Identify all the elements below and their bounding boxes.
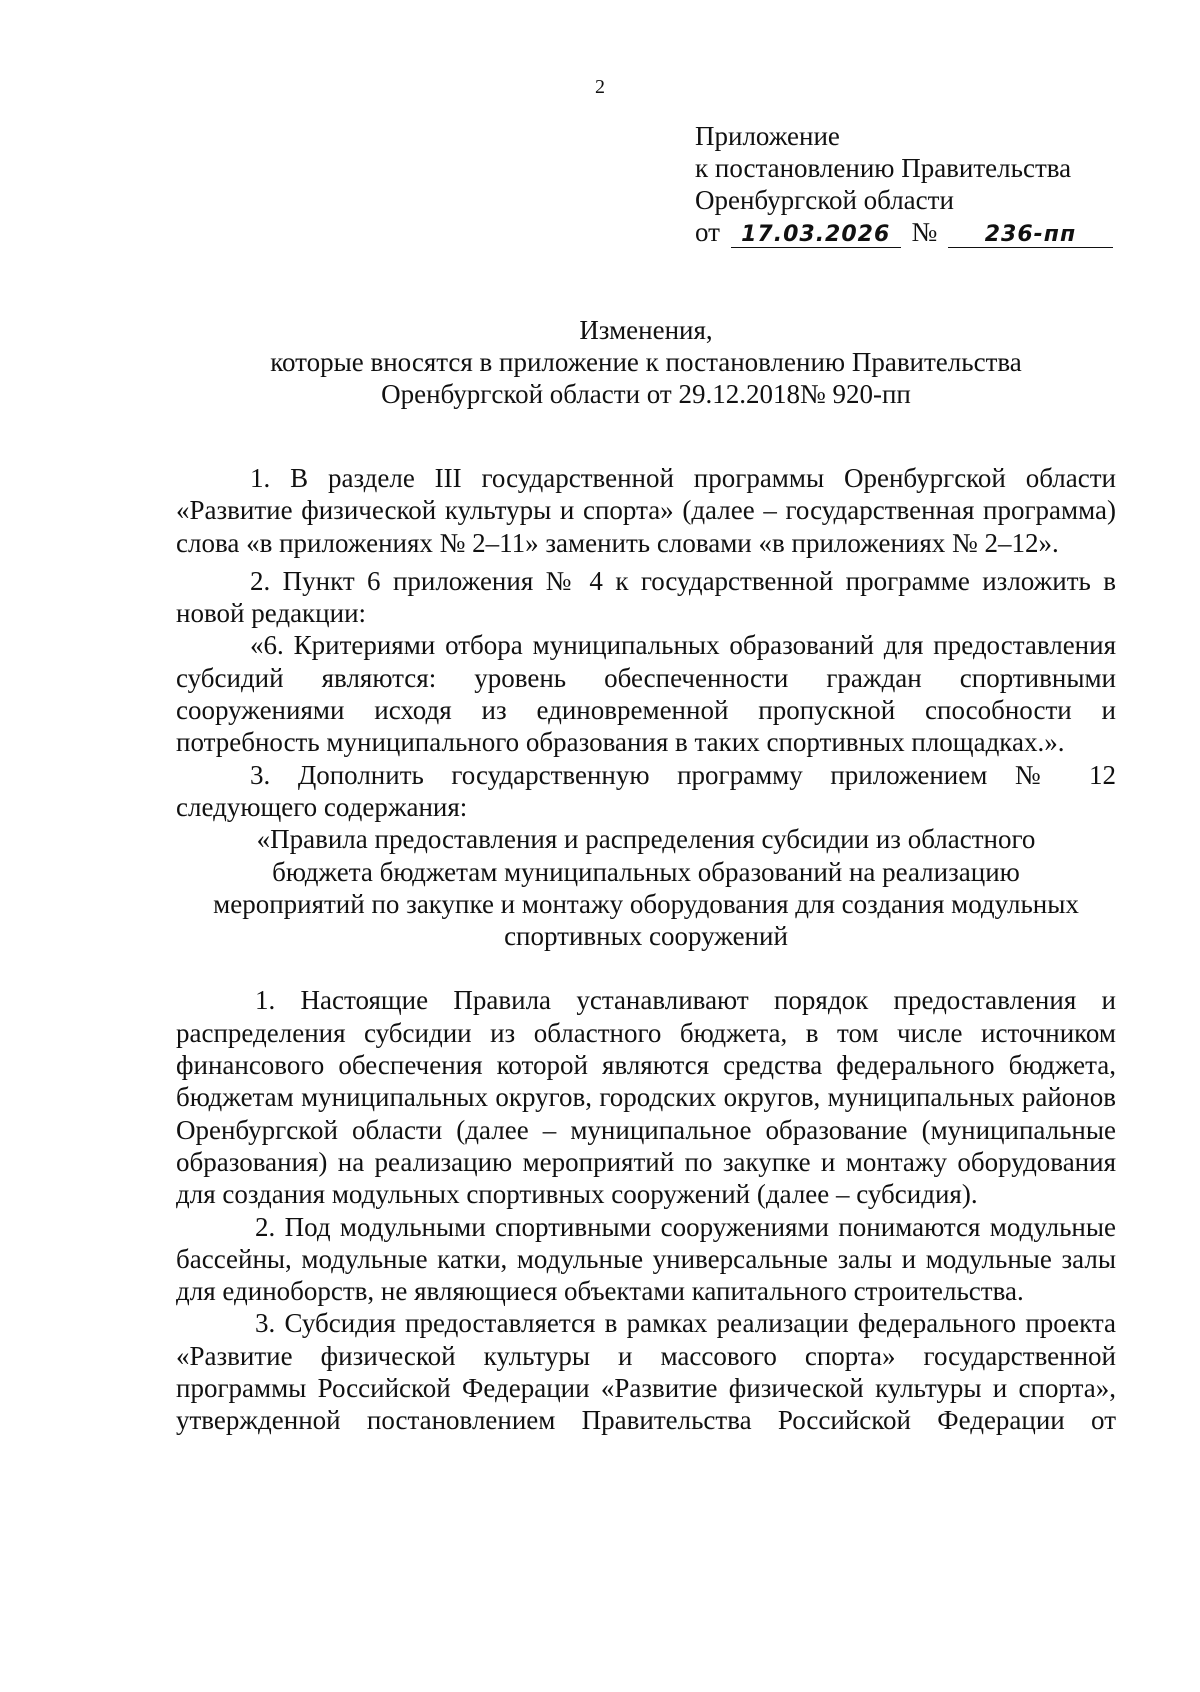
rules-title-line-1: «Правила предоставления и распределения субсидии из областного (256, 824, 1036, 855)
paragraph-2: 2. Пункт 6 приложения № 4 к государственной программе изложить в новой редакции: (176, 565, 1116, 629)
rules-title (176, 823, 1116, 952)
number-sign: № (911, 217, 938, 247)
document-title (176, 314, 1116, 410)
paragraph-4: 3. Дополнить государственную программу приложением № 12 следующего содержания: (176, 759, 1116, 822)
document-body (176, 462, 1116, 1437)
rules-title-line-4: спортивных сооружений (504, 921, 788, 952)
title-line-2: которые вносятся в приложение к постановлению Правительства (270, 347, 1022, 377)
rules-title-line-3: мероприятий по закупке и монтажу оборудования для создания модульных (213, 888, 1079, 919)
page-number: 2 (595, 76, 605, 98)
title-line-1: Изменения, (579, 315, 713, 345)
rule-1: 1. Настоящие Правила устанавливают порядок предоставления и распределения субсидии из областного бюджета, в том числе источником финансового обеспечения которой являются средства федерального бюджета, бюджетам муниципальных округов, городских округов, муниципальных районов Оренбургской области (далее – муниципальное образование (муниципальные образования) на реализацию мероприятий по закупке и монтажу оборудования для создания модульных спортивных сооружений (далее – субсидия). (176, 985, 1116, 1210)
appendix-line-1: Приложение (695, 121, 840, 151)
rules-title-line-2: бюджета бюджетам муниципальных образований на реализацию (272, 856, 1020, 887)
appendix-line-3: Оренбургской области (695, 185, 954, 215)
paragraph-3: «6. Критериями отбора муниципальных образований для предоставления субсидий являются: уровень обеспеченности граждан спортивными сооружениями исходя из единовременной пропускной способности и потребность муниципального образования в таких спортивных площадках.». (176, 630, 1116, 758)
appendix-line-2: к постановлению Правительства (695, 153, 1072, 183)
rule-3: 3. Субсидия предоставляется в рамках реализации федерального проекта «Развитие физической культуры и массового спорта» государственной программы Российской Федерации «Развитие физической культуры и спорта», утвержденной постановлением Правительства Российской Федерации от (176, 1308, 1116, 1436)
appendix-stamp (695, 120, 1113, 248)
paragraph-1: 1. В разделе III государственной программы Оренбургской области «Развитие физической культуры и спорта» (далее – государственная программа) слова «в приложениях № 2–11» заменить словами «в приложениях № 2–12». (176, 463, 1116, 558)
rule-2: 2. Под модульными спортивными сооружениями понимаются модульные бассейны, модульные катки, модульные универсальные залы и модульные залы для единоборств, не являющиеся объектами капитального строительства. (176, 1211, 1116, 1307)
appendix-date-line (695, 216, 1113, 248)
handwritten-date: 17.03.2026 (731, 223, 901, 248)
handwritten-number: 236-пп (948, 223, 1113, 248)
title-line-3: Оренбургской области от 29.12.2018№ 920-пп (381, 379, 911, 409)
from-prefix: от (695, 217, 720, 247)
